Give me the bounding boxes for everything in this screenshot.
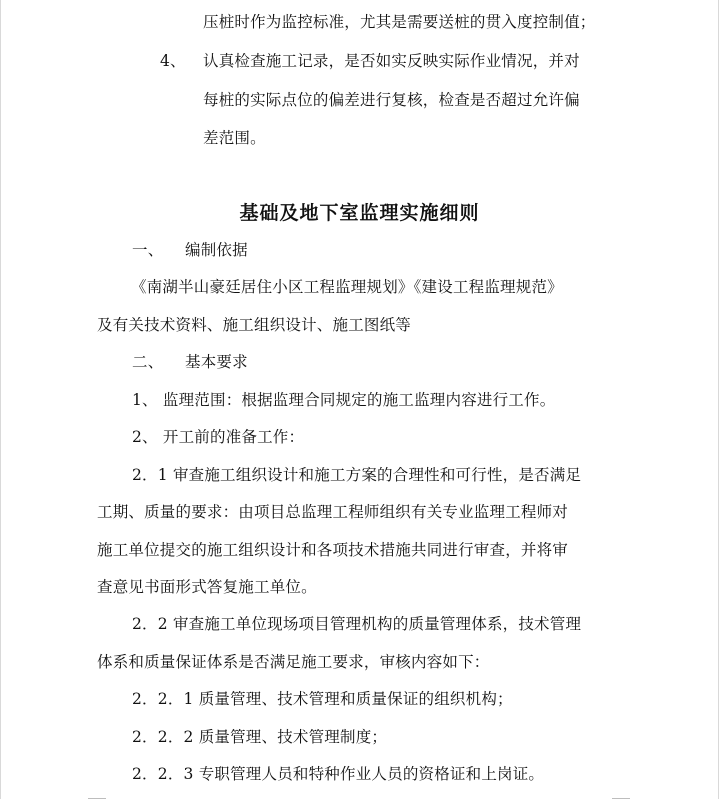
para-2-1-line4: 查意见书面形式答复施工单位。: [97, 578, 317, 596]
para-2-2-3: 2．2．3 专职管理人员和特种作业人员的资格证和上岗证。: [132, 765, 545, 783]
para-2-2-2: 2．2．2 质量管理、技术管理制度；: [132, 728, 388, 746]
item4-line1: 认真检查施工记录，是否如实反映实际作业情况，并对: [203, 52, 580, 70]
para-2-2-1: 2．2．1 质量管理、技术管理和质量保证的组织机构；: [132, 690, 513, 708]
para-2-1-line3: 施工单位提交的施工组织设计和各项技术措施共同进行审查，并将审: [97, 541, 569, 559]
requirement-2: 2、 开工前的准备工作：: [132, 428, 305, 446]
basis-line2: 及有关技术资料、施工组织设计、施工图纸等: [97, 316, 412, 334]
para-2-2-line2: 体系和质量保证体系是否满足施工要求，审核内容如下：: [97, 653, 490, 671]
item4-number: 4、: [160, 52, 186, 70]
para-2-2-line1: 2．2 审查施工单位现场项目管理机构的质量管理体系，技术管理: [132, 615, 582, 633]
section2-heading: 基本要求: [185, 353, 248, 371]
item4-line2: 每桩的实际点位的偏差进行复核，检查是否超过允许偏: [203, 91, 580, 109]
document-title: 基础及地下室监理实施细则: [239, 202, 480, 224]
requirement-1: 1、 监理范围：根据监理合同规定的施工监理内容进行工作。: [132, 391, 556, 409]
section1-number: 一、: [132, 241, 164, 259]
item4-line3: 差范围。: [203, 129, 266, 147]
basis-line1: 《南湖半山豪廷居住小区工程监理规划》《建设工程监理规范》: [131, 278, 563, 296]
section2-number: 二、: [132, 353, 164, 371]
section1-heading: 编制依据: [185, 241, 248, 259]
page-border-left: [0, 0, 1, 799]
item3-continuation-line: 压桩时作为监控标准，尤其是需要送桩的贯入度控制值；: [203, 13, 596, 31]
para-2-1-line2: 工期、质量的要求：由项目总监理工程师组织有关专业监理工程师对: [97, 503, 569, 521]
para-2-1-line1: 2．1 审查施工组织设计和施工方案的合理性和可行性，是否满足: [132, 466, 582, 484]
